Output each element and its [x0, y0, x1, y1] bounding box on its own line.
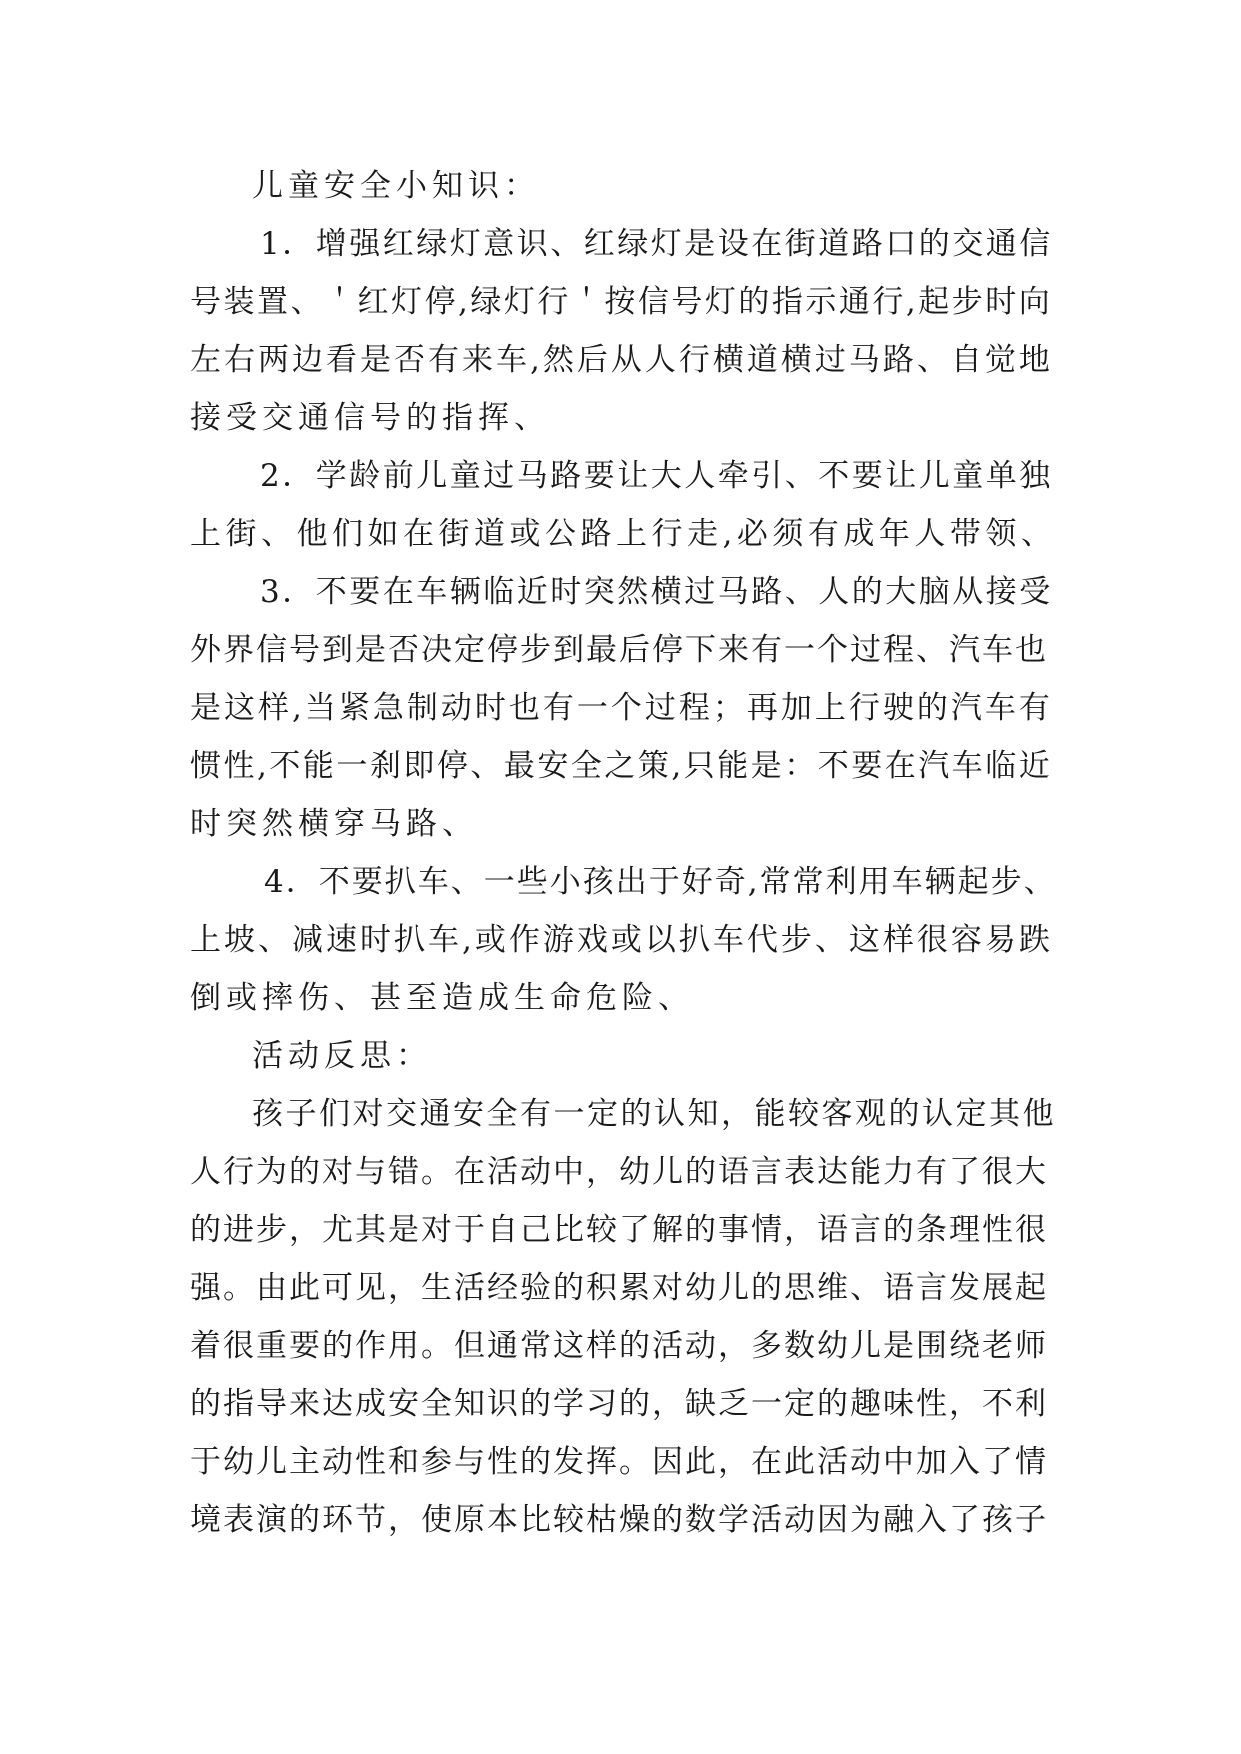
paragraph-3-line-4: 惯性,不能一刹即停、最安全之策,只能是：不要在汽车临近 [190, 748, 1053, 784]
paragraph-2-line-2: 上街、他们如在街道或公路上行走,必须有成年人带领、 [190, 516, 1057, 552]
paragraph-2-line-1: 2．学龄前儿童过马路要让大人牵引、不要让儿童单独 [260, 458, 1053, 494]
reflection-line-1: 孩子们对交通安全有一定的认知，能较客观的认定其他 [252, 1096, 1056, 1132]
reflection-line-7: 于幼儿主动性和参与性的发挥。因此，在此活动中加入了情 [190, 1444, 1048, 1480]
reflection-line-4: 强。由此可见，生活经验的积累对幼儿的思维、语言发展起 [190, 1270, 1048, 1306]
paragraph-1-line-4: 接受交通信号的指挥、 [190, 400, 550, 436]
paragraph-1-line-1: 1．增强红绿灯意识、红绿灯是设在街道路口的交通信 [260, 226, 1053, 262]
paragraph-4-line-2: 上坡、减速时扒车,或作游戏或以扒车代步、这样很容易跌 [190, 922, 1053, 958]
reflection-line-6: 的指导来达成安全知识的学习的，缺乏一定的趣味性，不利 [190, 1386, 1048, 1422]
heading-activity-reflection: 活动反思： [252, 1038, 432, 1074]
paragraph-4-line-3: 倒或摔伤、甚至造成生命危险、 [190, 980, 694, 1016]
paragraph-3-line-3: 是这样,当紧急制动时也有一个过程；再加上行驶的汽车有 [190, 690, 1053, 726]
reflection-line-3: 的进步，尤其是对于自己比较了解的事情，语言的条理性很 [190, 1212, 1048, 1248]
paragraph-3-line-1: 3．不要在车辆临近时突然横过马路、人的大脑从接受 [260, 574, 1053, 610]
paragraph-3-line-2: 外界信号到是否决定停步到最后停下来有一个过程、汽车也 [190, 632, 1048, 668]
reflection-line-8: 境表演的环节，使原本比较枯燥的数学活动因为融入了孩子 [190, 1502, 1048, 1538]
reflection-line-2: 人行为的对与错。在活动中，幼儿的语言表达能力有了很大 [190, 1154, 1048, 1190]
paragraph-1-line-2: 号装置、＇红灯停,绿灯行＇按信号灯的指示通行,起步时向 [190, 284, 1053, 320]
paragraph-3-line-5: 时突然横穿马路、 [190, 806, 478, 842]
reflection-line-5: 着很重要的作用。但通常这样的活动，多数幼儿是围绕老师 [190, 1328, 1048, 1364]
paragraph-4-line-1: 4．不要扒车、一些小孩出于好奇,常常利用车辆起步、 [264, 864, 1057, 900]
paragraph-1-line-3: 左右两边看是否有来车,然后从人行横道横过马路、自觉地 [190, 342, 1053, 378]
heading-safety-tips: 儿童安全小知识： [252, 168, 540, 204]
